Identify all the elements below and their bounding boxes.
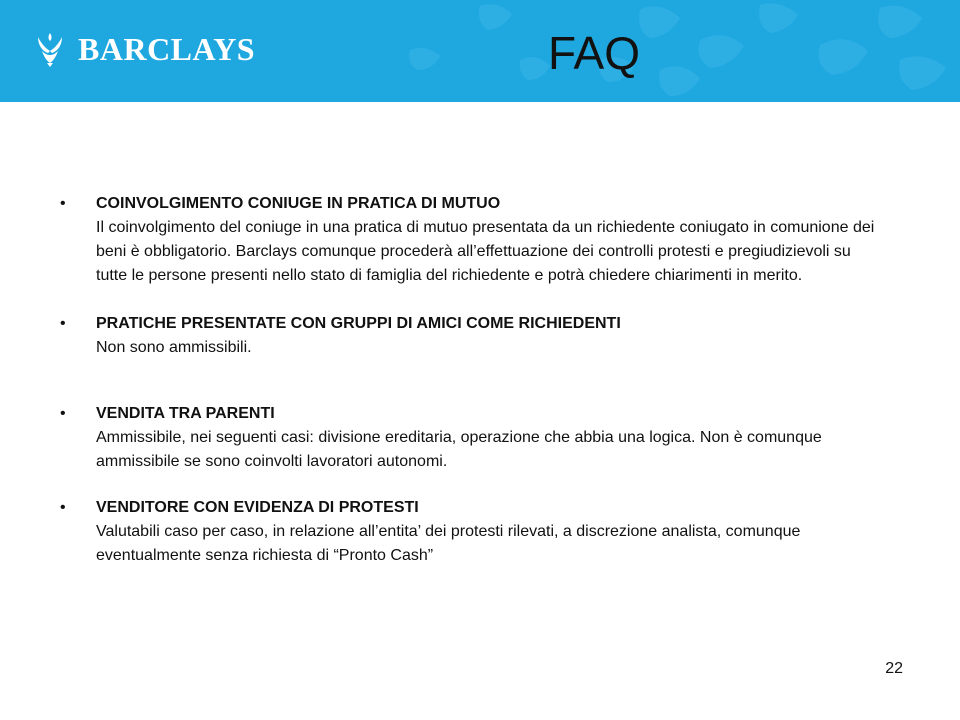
faq-heading: COINVOLGIMENTO CONIUGE IN PRATICA DI MUTUO [96, 195, 501, 212]
bullet-icon: • [60, 405, 66, 422]
faq-heading: VENDITA TRA PARENTI [96, 405, 275, 422]
faq-list [58, 192, 878, 568]
page-number: 22 [885, 660, 903, 677]
faq-body: Valutabili caso per caso, in relazione all’entita’ dei protesti rilevati, a discrezione analista, comunque eventualmente senza richiesta di “Pronto Cash” [96, 523, 801, 564]
faq-body: Ammissibile, nei seguenti casi: divisione ereditaria, operazione che abbia una logica. Non è comunque ammissibile se sono coinvolti lavoratori autonomi. [96, 429, 822, 470]
header-banner [0, 0, 960, 102]
brand-name: BARCLAYS [78, 30, 256, 67]
barclays-logo [30, 28, 255, 70]
faq-body: Il coinvolgimento del coniuge in una pratica di mutuo presentata da un richiedente coniugato in comunione dei beni è obbligatorio. Barclays comunque procederà all’effettuazione dei controlli protesti e pregiudizievoli su tutte le persone presenti nello stato di famiglia del richiedente e potrà chiedere chiarimenti in merito. [96, 219, 875, 284]
faq-body: Non sono ammissibili. [96, 339, 252, 356]
faq-item-groups-of-friends [58, 312, 878, 360]
faq-item-seller-with-protests [58, 496, 878, 568]
bullet-icon: • [60, 315, 66, 332]
faq-heading: VENDITORE CON EVIDENZA DI PROTESTI [96, 499, 419, 516]
faq-item-sale-between-relatives [58, 402, 878, 474]
page-title: FAQ [548, 27, 641, 79]
eagle-icon [30, 29, 70, 69]
faq-item-spouse-involvement [58, 192, 878, 288]
bullet-icon: • [60, 195, 66, 212]
bullet-icon: • [60, 499, 66, 516]
faq-heading: PRATICHE PRESENTATE CON GRUPPI DI AMICI COME RICHIEDENTI [96, 315, 621, 332]
